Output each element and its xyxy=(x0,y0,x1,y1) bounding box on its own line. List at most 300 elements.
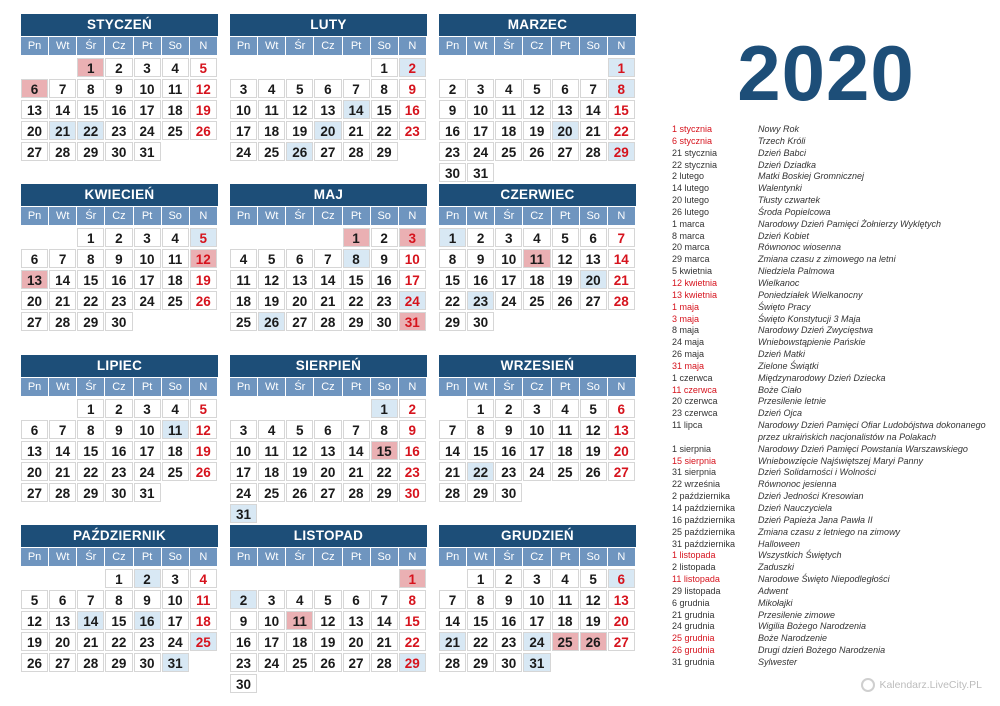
weekday-header: Cz xyxy=(314,37,342,55)
year-title: 2020 xyxy=(737,29,915,117)
day-cell: 18 xyxy=(286,632,313,651)
day-cell: 5 xyxy=(286,79,313,98)
event-row xyxy=(672,266,994,278)
day-cell: 19 xyxy=(190,441,217,460)
day-cell: 1 xyxy=(77,228,104,247)
day-cell: 23 xyxy=(105,121,132,140)
event-row xyxy=(672,645,994,657)
month-grid xyxy=(439,36,636,183)
day-cell: 23 xyxy=(134,632,161,651)
month-title: KWIECIEŃ xyxy=(21,184,218,206)
weekday-header: Pt xyxy=(343,207,371,225)
day-cell: 7 xyxy=(439,420,466,439)
day-cell: 12 xyxy=(580,420,607,439)
day-cell: 16 xyxy=(230,632,257,651)
month-title: WRZESIEŃ xyxy=(439,355,636,377)
month-grid xyxy=(230,36,427,162)
empty-cell xyxy=(343,399,370,418)
day-cell: 31 xyxy=(399,312,426,331)
day-cell: 30 xyxy=(105,312,132,331)
empty-cell xyxy=(580,58,607,77)
day-cell: 23 xyxy=(105,462,132,481)
day-cell: 2 xyxy=(230,590,257,609)
weekday-header: So xyxy=(580,207,608,225)
day-cell: 9 xyxy=(105,249,132,268)
day-cell: 15 xyxy=(399,611,426,630)
day-cell: 21 xyxy=(580,121,607,140)
day-cell: 21 xyxy=(343,121,370,140)
day-cell: 3 xyxy=(495,228,522,247)
day-cell: 18 xyxy=(190,611,217,630)
empty-cell xyxy=(467,58,494,77)
event-name: Dzień Solidarności i Wolności xyxy=(758,467,877,478)
weekday-header: N xyxy=(190,548,218,566)
day-cell: 28 xyxy=(49,312,76,331)
day-cell: 20 xyxy=(21,462,48,481)
day-cell: 19 xyxy=(286,462,313,481)
day-cell: 15 xyxy=(608,100,635,119)
day-cell: 8 xyxy=(608,79,635,98)
day-cell: 17 xyxy=(523,611,550,630)
day-cell: 6 xyxy=(608,399,635,418)
day-cell: 9 xyxy=(467,249,494,268)
month-5 xyxy=(230,184,427,332)
day-cell: 9 xyxy=(105,420,132,439)
empty-cell xyxy=(258,228,285,247)
day-cell: 15 xyxy=(467,441,494,460)
day-cell: 18 xyxy=(552,441,579,460)
month-title: LIPIEC xyxy=(21,355,218,377)
day-cell: 2 xyxy=(399,58,426,77)
day-cell: 12 xyxy=(286,100,313,119)
day-cell: 8 xyxy=(77,249,104,268)
event-name: Narodowy Dzień Zwycięstwa xyxy=(758,325,874,336)
day-cell: 8 xyxy=(371,79,398,98)
day-cell: 30 xyxy=(439,163,466,182)
event-date: 24 grudnia xyxy=(672,621,715,632)
event-name: Równonoc jesienna xyxy=(758,479,837,490)
day-cell: 19 xyxy=(314,632,341,651)
day-cell: 1 xyxy=(608,58,635,77)
event-row xyxy=(672,598,994,610)
weekday-header: Śr xyxy=(77,37,105,55)
weekday-header: Pt xyxy=(134,207,162,225)
weekday-header: So xyxy=(371,207,399,225)
day-cell: 13 xyxy=(49,611,76,630)
weekday-header: So xyxy=(580,378,608,396)
day-cell: 30 xyxy=(105,483,132,502)
day-cell: 21 xyxy=(77,632,104,651)
day-cell: 8 xyxy=(467,420,494,439)
empty-cell xyxy=(439,569,466,588)
day-cell: 17 xyxy=(467,121,494,140)
event-name: Wielkanoc xyxy=(758,277,800,288)
livecity-logo-icon xyxy=(861,678,875,692)
event-row xyxy=(672,148,994,160)
day-cell: 24 xyxy=(134,462,161,481)
event-date: 11 listopada xyxy=(672,574,720,585)
day-cell: 25 xyxy=(286,653,313,672)
day-cell: 8 xyxy=(77,420,104,439)
day-cell: 3 xyxy=(258,590,285,609)
day-cell: 25 xyxy=(495,142,522,161)
day-cell: 24 xyxy=(495,291,522,310)
day-cell: 15 xyxy=(343,270,370,289)
day-cell: 28 xyxy=(314,312,341,331)
month-10 xyxy=(21,525,218,673)
day-cell: 26 xyxy=(580,462,607,481)
month-title: SIERPIEŃ xyxy=(230,355,427,377)
weekday-header: Pt xyxy=(343,548,371,566)
day-cell: 18 xyxy=(523,270,550,289)
event-date: 25 grudnia xyxy=(672,633,715,644)
weekday-header: Wt xyxy=(467,37,495,55)
day-cell: 27 xyxy=(314,142,341,161)
day-cell: 19 xyxy=(258,291,285,310)
day-cell: 7 xyxy=(580,79,607,98)
empty-cell xyxy=(286,58,313,77)
day-cell: 28 xyxy=(439,483,466,502)
day-cell: 14 xyxy=(343,441,370,460)
weekday-header: Pn xyxy=(439,37,467,55)
day-cell: 1 xyxy=(105,569,132,588)
day-cell: 12 xyxy=(21,611,48,630)
day-cell: 26 xyxy=(523,142,550,161)
empty-cell xyxy=(314,569,341,588)
month-8 xyxy=(230,355,427,524)
month-grid xyxy=(439,206,636,332)
event-name: Matki Boskiej Gromnicznej xyxy=(758,171,865,182)
day-cell: 29 xyxy=(77,312,104,331)
event-date: 20 marca xyxy=(672,242,710,253)
day-cell: 17 xyxy=(134,270,161,289)
weekday-header: Pn xyxy=(21,37,49,55)
event-date: 22 stycznia xyxy=(672,159,718,170)
day-cell: 31 xyxy=(230,504,257,523)
day-cell: 20 xyxy=(21,121,48,140)
month-grid xyxy=(21,377,218,503)
weekday-header: So xyxy=(162,37,190,55)
day-cell: 23 xyxy=(105,291,132,310)
day-cell: 15 xyxy=(371,441,398,460)
day-cell: 9 xyxy=(495,420,522,439)
weekday-header: Wt xyxy=(49,548,77,566)
day-cell: 2 xyxy=(371,228,398,247)
event-date: 1 czerwca xyxy=(672,372,713,383)
event-date: 14 lutego xyxy=(672,183,710,194)
month-2 xyxy=(230,14,427,162)
empty-cell xyxy=(49,58,76,77)
empty-cell xyxy=(523,58,550,77)
day-cell: 12 xyxy=(580,590,607,609)
event-name: Dzień Matki xyxy=(758,349,806,360)
day-cell: 27 xyxy=(343,653,370,672)
day-cell: 24 xyxy=(523,632,550,651)
day-cell: 5 xyxy=(190,58,217,77)
day-cell: 14 xyxy=(608,249,635,268)
weekday-header: Wt xyxy=(467,378,495,396)
day-cell: 20 xyxy=(552,121,579,140)
empty-cell xyxy=(258,569,285,588)
day-cell: 4 xyxy=(230,249,257,268)
day-cell: 14 xyxy=(439,441,466,460)
event-date: 24 maja xyxy=(672,337,705,348)
day-cell: 12 xyxy=(190,420,217,439)
event-name: Dzień Ojca xyxy=(758,408,803,419)
event-date: 8 marca xyxy=(672,230,705,241)
day-cell: 3 xyxy=(467,79,494,98)
event-name: Wszystkich Świętych xyxy=(758,550,842,561)
day-cell: 1 xyxy=(371,58,398,77)
day-cell: 20 xyxy=(608,441,635,460)
event-date: 6 stycznia xyxy=(672,135,713,146)
event-name: Dzień Kobiet xyxy=(758,230,810,241)
weekday-header: Pn xyxy=(230,378,258,396)
day-cell: 29 xyxy=(608,142,635,161)
month-title: MAJ xyxy=(230,184,427,206)
day-cell: 10 xyxy=(467,100,494,119)
day-cell: 25 xyxy=(552,462,579,481)
event-row xyxy=(672,373,994,385)
day-cell: 1 xyxy=(77,58,104,77)
day-cell: 26 xyxy=(314,653,341,672)
day-cell: 19 xyxy=(190,100,217,119)
weekday-header: Wt xyxy=(258,378,286,396)
day-cell: 27 xyxy=(608,632,635,651)
event-name: Niedziela Palmowa xyxy=(758,266,835,277)
weekday-header: Cz xyxy=(314,378,342,396)
event-row xyxy=(672,408,994,420)
weekday-header: Śr xyxy=(77,548,105,566)
empty-cell xyxy=(343,569,370,588)
month-grid xyxy=(439,377,636,503)
event-row xyxy=(672,361,994,373)
day-cell: 11 xyxy=(286,611,313,630)
weekday-header: Wt xyxy=(49,37,77,55)
day-cell: 10 xyxy=(162,590,189,609)
weekday-header: Pn xyxy=(21,378,49,396)
day-cell: 11 xyxy=(495,100,522,119)
weekday-header: Wt xyxy=(258,207,286,225)
event-name: Trzech Króli xyxy=(758,135,806,146)
day-cell: 19 xyxy=(523,121,550,140)
day-cell: 13 xyxy=(580,249,607,268)
day-cell: 24 xyxy=(258,653,285,672)
event-row xyxy=(672,195,994,207)
day-cell: 14 xyxy=(580,100,607,119)
day-cell: 16 xyxy=(467,270,494,289)
weekday-header: Pt xyxy=(552,548,580,566)
day-cell: 29 xyxy=(105,653,132,672)
day-cell: 7 xyxy=(371,590,398,609)
event-name: Boże Ciało xyxy=(758,384,802,395)
event-date: 2 października xyxy=(672,491,731,502)
event-name: Wniebowzięcie Najświętszej Maryi Panny xyxy=(758,455,924,466)
day-cell: 7 xyxy=(49,420,76,439)
day-cell: 19 xyxy=(286,121,313,140)
day-cell: 30 xyxy=(230,674,257,693)
event-name: Narodowy Dzień Pamięci Powstania Warszawskiego xyxy=(758,443,968,454)
day-cell: 5 xyxy=(314,590,341,609)
day-cell: 15 xyxy=(77,441,104,460)
empty-cell xyxy=(258,399,285,418)
event-name: Tłusty czwartek xyxy=(758,195,821,206)
weekday-header: N xyxy=(190,207,218,225)
day-cell: 16 xyxy=(105,270,132,289)
month-7 xyxy=(21,355,218,503)
day-cell: 9 xyxy=(439,100,466,119)
weekday-header: Śr xyxy=(77,378,105,396)
day-cell: 12 xyxy=(286,441,313,460)
day-cell: 16 xyxy=(134,611,161,630)
day-cell: 7 xyxy=(314,249,341,268)
weekday-header: N xyxy=(608,37,636,55)
event-date: 6 grudnia xyxy=(672,597,710,608)
weekday-header: Pt xyxy=(552,207,580,225)
day-cell: 10 xyxy=(523,420,550,439)
day-cell: 2 xyxy=(495,399,522,418)
day-cell: 29 xyxy=(371,483,398,502)
day-cell: 15 xyxy=(77,270,104,289)
day-cell: 14 xyxy=(49,270,76,289)
day-cell: 22 xyxy=(105,632,132,651)
weekday-header: Pt xyxy=(134,37,162,55)
day-cell: 23 xyxy=(371,291,398,310)
day-cell: 27 xyxy=(314,483,341,502)
month-title: LISTOPAD xyxy=(230,525,427,547)
day-cell: 19 xyxy=(190,270,217,289)
weekday-header: So xyxy=(580,548,608,566)
day-cell: 21 xyxy=(608,270,635,289)
empty-cell xyxy=(286,569,313,588)
weekday-header: Śr xyxy=(286,37,314,55)
day-cell: 6 xyxy=(49,590,76,609)
day-cell: 2 xyxy=(134,569,161,588)
month-grid xyxy=(230,377,427,524)
month-grid xyxy=(230,547,427,694)
day-cell: 27 xyxy=(49,653,76,672)
day-cell: 9 xyxy=(399,420,426,439)
day-cell: 31 xyxy=(467,163,494,182)
event-name: Walentynki xyxy=(758,183,802,194)
event-row xyxy=(672,242,994,254)
event-row xyxy=(672,254,994,266)
day-cell: 25 xyxy=(523,291,550,310)
event-row xyxy=(672,207,994,219)
day-cell: 10 xyxy=(134,420,161,439)
weekday-header: Pn xyxy=(21,548,49,566)
day-cell: 17 xyxy=(134,441,161,460)
day-cell: 3 xyxy=(134,58,161,77)
day-cell: 16 xyxy=(495,441,522,460)
event-row xyxy=(672,610,994,622)
day-cell: 27 xyxy=(21,312,48,331)
day-cell: 8 xyxy=(371,420,398,439)
weekday-header: N xyxy=(608,548,636,566)
day-cell: 4 xyxy=(258,79,285,98)
day-cell: 1 xyxy=(371,399,398,418)
weekday-header: Śr xyxy=(286,378,314,396)
event-row xyxy=(672,479,994,491)
event-name: Zaduszki xyxy=(758,562,795,573)
month-title: CZERWIEC xyxy=(439,184,636,206)
day-cell: 31 xyxy=(523,653,550,672)
day-cell: 14 xyxy=(439,611,466,630)
event-name: Narodowy Dzień Pamięci Żołnierzy Wyklętych xyxy=(758,218,942,229)
empty-cell xyxy=(286,399,313,418)
month-grid xyxy=(230,206,427,332)
event-date: 15 sierpnia xyxy=(672,455,717,466)
day-cell: 26 xyxy=(190,121,217,140)
day-cell: 29 xyxy=(343,312,370,331)
day-cell: 23 xyxy=(495,462,522,481)
day-cell: 17 xyxy=(162,611,189,630)
day-cell: 6 xyxy=(286,249,313,268)
month-grid xyxy=(21,547,218,673)
weekday-header: N xyxy=(608,207,636,225)
day-cell: 5 xyxy=(21,590,48,609)
event-date: 8 maja xyxy=(672,325,700,336)
event-name: Nowy Rok xyxy=(758,124,800,134)
day-cell: 17 xyxy=(134,100,161,119)
month-12 xyxy=(439,525,636,673)
event-date: 26 grudnia xyxy=(672,645,715,656)
event-row xyxy=(672,550,994,562)
day-cell: 14 xyxy=(49,100,76,119)
weekday-header: N xyxy=(608,378,636,396)
day-cell: 10 xyxy=(399,249,426,268)
event-date: 26 lutego xyxy=(672,206,710,217)
day-cell: 18 xyxy=(162,441,189,460)
day-cell: 22 xyxy=(77,121,104,140)
day-cell: 14 xyxy=(77,611,104,630)
weekday-header: Śr xyxy=(286,207,314,225)
day-cell: 30 xyxy=(399,483,426,502)
day-cell: 11 xyxy=(523,249,550,268)
day-cell: 5 xyxy=(523,79,550,98)
day-cell: 6 xyxy=(21,420,48,439)
footer-text: Kalendarz.LiveCity.PL xyxy=(879,679,982,691)
day-cell: 10 xyxy=(134,249,161,268)
day-cell: 4 xyxy=(258,420,285,439)
event-name: Dzień Dziadka xyxy=(758,159,817,170)
day-cell: 7 xyxy=(608,228,635,247)
day-cell: 25 xyxy=(162,462,189,481)
weekday-header: Wt xyxy=(258,548,286,566)
day-cell: 6 xyxy=(314,79,341,98)
day-cell: 14 xyxy=(371,611,398,630)
empty-cell xyxy=(439,58,466,77)
day-cell: 25 xyxy=(190,632,217,651)
day-cell: 20 xyxy=(343,632,370,651)
day-cell: 16 xyxy=(495,611,522,630)
day-cell: 12 xyxy=(258,270,285,289)
day-cell: 26 xyxy=(21,653,48,672)
empty-cell xyxy=(371,569,398,588)
day-cell: 17 xyxy=(258,632,285,651)
day-cell: 26 xyxy=(552,291,579,310)
day-cell: 17 xyxy=(399,270,426,289)
month-grid xyxy=(21,36,218,162)
event-date: 31 sierpnia xyxy=(672,467,717,478)
day-cell: 3 xyxy=(134,399,161,418)
event-date: 31 grudnia xyxy=(672,656,715,667)
event-date: 11 czerwca xyxy=(672,384,717,395)
event-date: 22 września xyxy=(672,479,721,490)
day-cell: 13 xyxy=(21,270,48,289)
event-row xyxy=(672,456,994,468)
day-cell: 31 xyxy=(162,653,189,672)
